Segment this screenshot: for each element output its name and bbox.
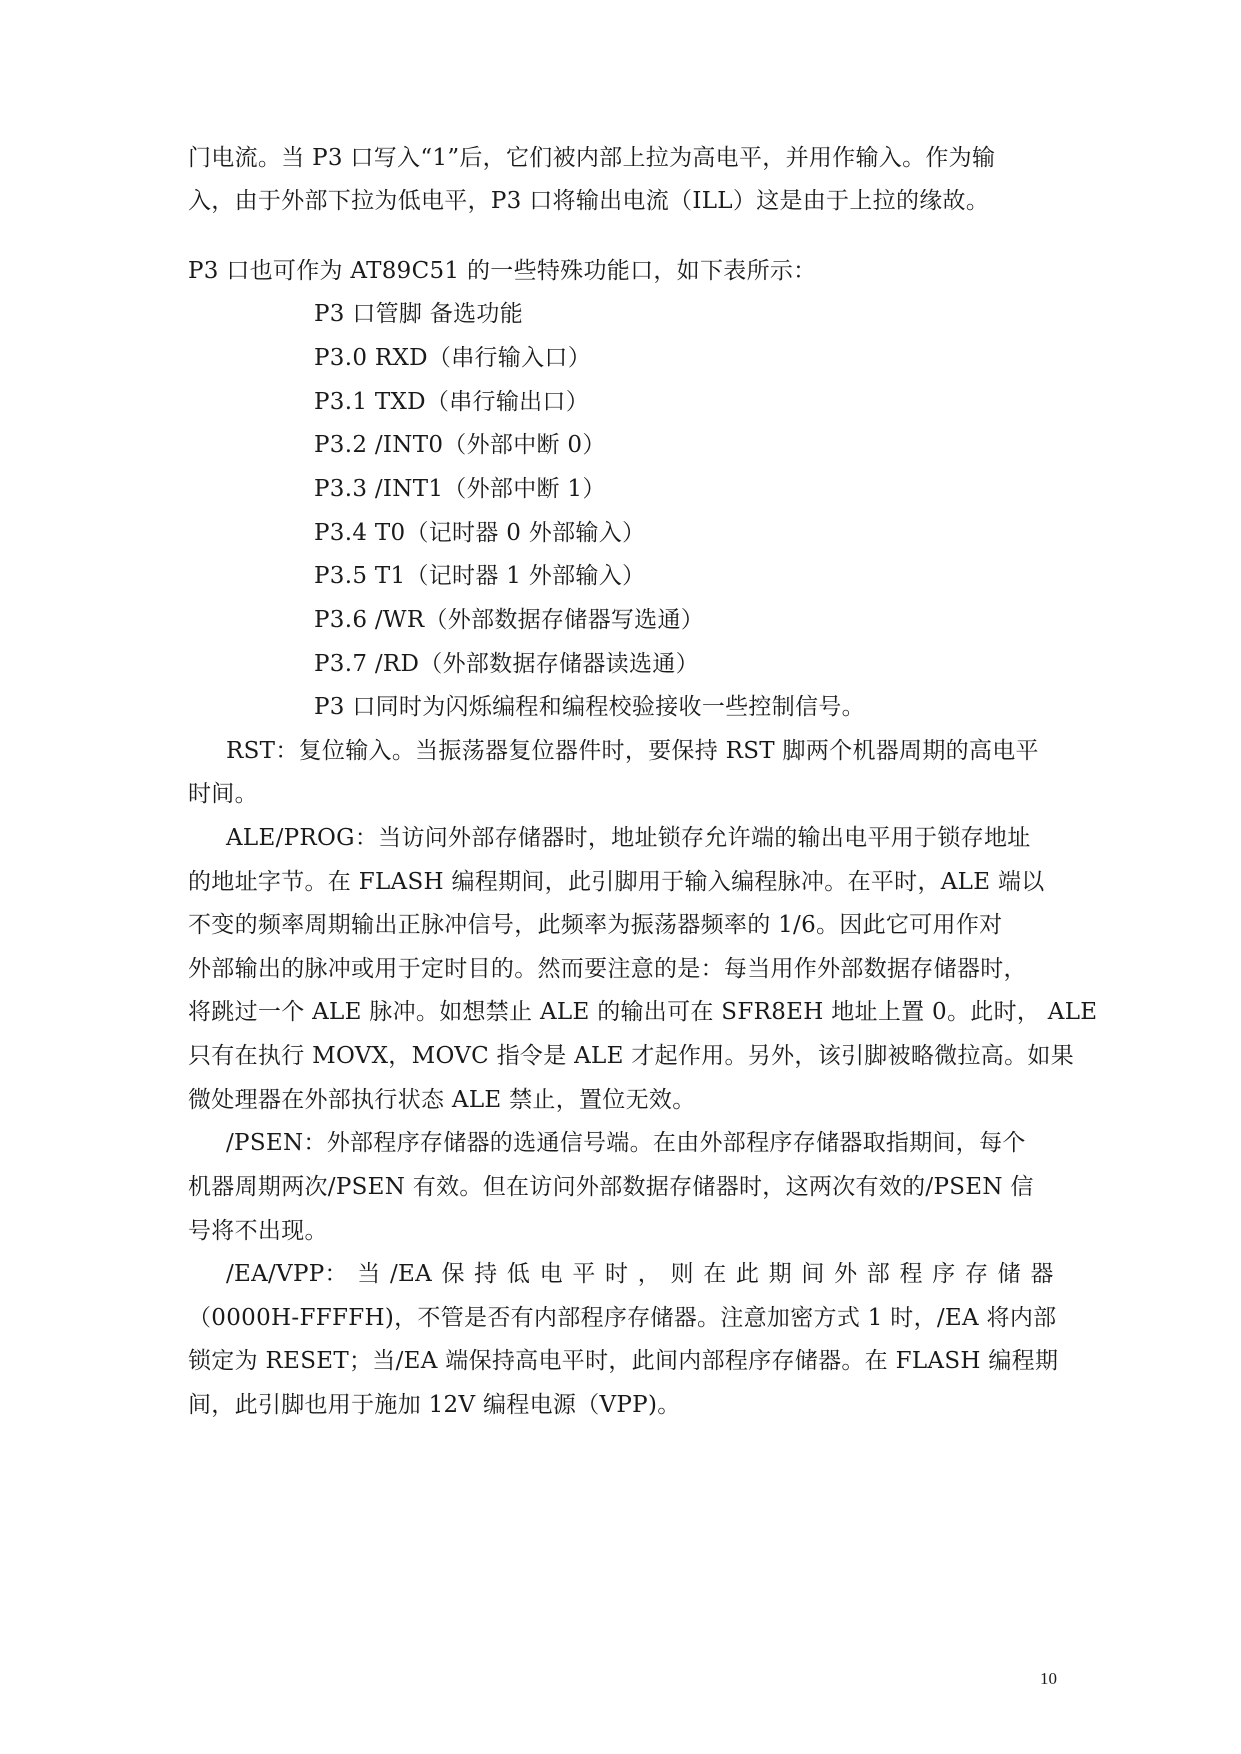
ea-line-1-part: 序 [932,1261,956,1287]
ea-line-1-part: 外 [834,1261,858,1287]
p3-table-row: P3.6 /WR（外部数据存储器写选通） [314,607,705,633]
ea-line-1-part: ， [637,1261,662,1287]
ale-line-3: 不变的频率周期输出正脉冲信号，此频率为振荡器频率的 1/6。因此它可用作对 [188,912,1003,938]
ea-line-1-part: 持 [474,1261,498,1287]
p3-table-row: P3.4 T0（记时器 0 外部输入） [314,520,646,546]
p3-table-header: P3 口管脚 备选功能 [314,301,524,327]
p3-table-row: P3.7 /RD（外部数据存储器读选通） [314,651,699,677]
ea-line-1-part: 保 [441,1261,465,1287]
ale-line-4: 外部输出的脉冲或用于定时目的。然而要注意的是：每当用作外部数据存储器时， [188,956,1027,982]
ea-line-1-part: 当 [357,1261,381,1287]
ea-line-1-part: 时 [605,1261,629,1287]
p3-table-row: P3.5 T1（记时器 1 外部输入） [314,563,646,589]
psen-line-3: 号将不出现。 [188,1218,328,1244]
p3-text-line-1: 门电流。当 P3 口写入“1”后，它们被内部上拉为高电平，并用作输入。作为输 [188,145,996,171]
p3-table-footer: P3 口同时为闪烁编程和编程校验接收一些控制信号。 [314,694,865,720]
ea-line-4: 间，此引脚也用于施加 12V 编程电源（VPP)。 [188,1392,681,1418]
ea-line-1-part: 电 [539,1261,563,1287]
p3-table-row: P3.1 TXD（串行输出口） [314,389,590,415]
ea-line-1-part: 则 [670,1261,694,1287]
ea-line-2: （0000H-FFFFH)，不管是否有内部程序存储器。注意加密方式 1 时，/EA 将内部 [188,1305,1057,1331]
ea-line-1-part: /EA/VPP： [226,1261,348,1287]
ea-line-3: 锁定为 RESET；当/EA 端保持高电平时，此间内部程序存储器。在 FLASH 编程期 [188,1348,1059,1374]
ale-line-7: 微处理器在外部执行状态 ALE 禁止，置位无效。 [188,1087,696,1113]
ea-line-1-part: 存 [964,1261,989,1287]
ea-line-1-part: 此 [735,1261,760,1287]
rst-line-2: 时间。 [188,781,258,807]
ea-line-1-part: 期 [768,1261,792,1287]
rst-line-1: RST：复位输入。当振荡器复位器件时，要保持 RST 脚两个机器周期的高电平 [226,738,1039,764]
psen-line-1: /PSEN：外部程序存储器的选通信号端。在由外部程序存储器取指期间，每个 [226,1130,1026,1156]
psen-line-2: 机器周期两次/PSEN 有效。但在访问外部数据存储器时，这两次有效的/PSEN 信 [188,1174,1034,1200]
p3-table-row: P3.3 /INT1（外部中断 1） [314,476,606,502]
p3-text-line-2: 入，由于外部下拉为低电平，P3 口将输出电流（ILL）这是由于上拉的缘故。 [188,188,990,214]
ea-line-1 [226,1259,1054,1289]
ale-line-6: 只有在执行 MOVX，MOVC 指令是 ALE 才起作用。另外，该引脚被略微拉高。如果 [188,1043,1075,1069]
ea-line-1-part: 低 [506,1261,531,1287]
ea-line-1-part: 器 [1030,1261,1054,1287]
ea-line-1-part: 部 [866,1261,891,1287]
ea-line-1-part: 在 [703,1261,727,1287]
ea-line-1-part: 程 [899,1261,923,1287]
ea-line-1-part: 间 [801,1261,825,1287]
ea-line-1-part: 平 [572,1261,596,1287]
ale-line-5: 将跳过一个 ALE 脉冲。如想禁止 ALE 的输出可在 SFR8EH 地址上置 0。此时， ALE [188,999,1098,1025]
page-number: 10 [1040,1669,1057,1688]
ea-line-1-part: 储 [997,1261,1021,1287]
ale-line-1: ALE/PROG：当访问外部存储器时，地址锁存允许端的输出电平用于锁存地址 [226,825,1031,851]
ea-line-1-part: /EA [389,1261,433,1287]
ale-line-2: 的地址字节。在 FLASH 编程期间，此引脚用于输入编程脉冲。在平时，ALE 端以 [188,869,1045,895]
p3-table-row: P3.2 /INT0（外部中断 0） [314,432,606,458]
p3-table-row: P3.0 RXD（串行输入口） [314,345,591,371]
p3-intro: P3 口也可作为 AT89C51 的一些特殊功能口，如下表所示： [188,258,817,284]
